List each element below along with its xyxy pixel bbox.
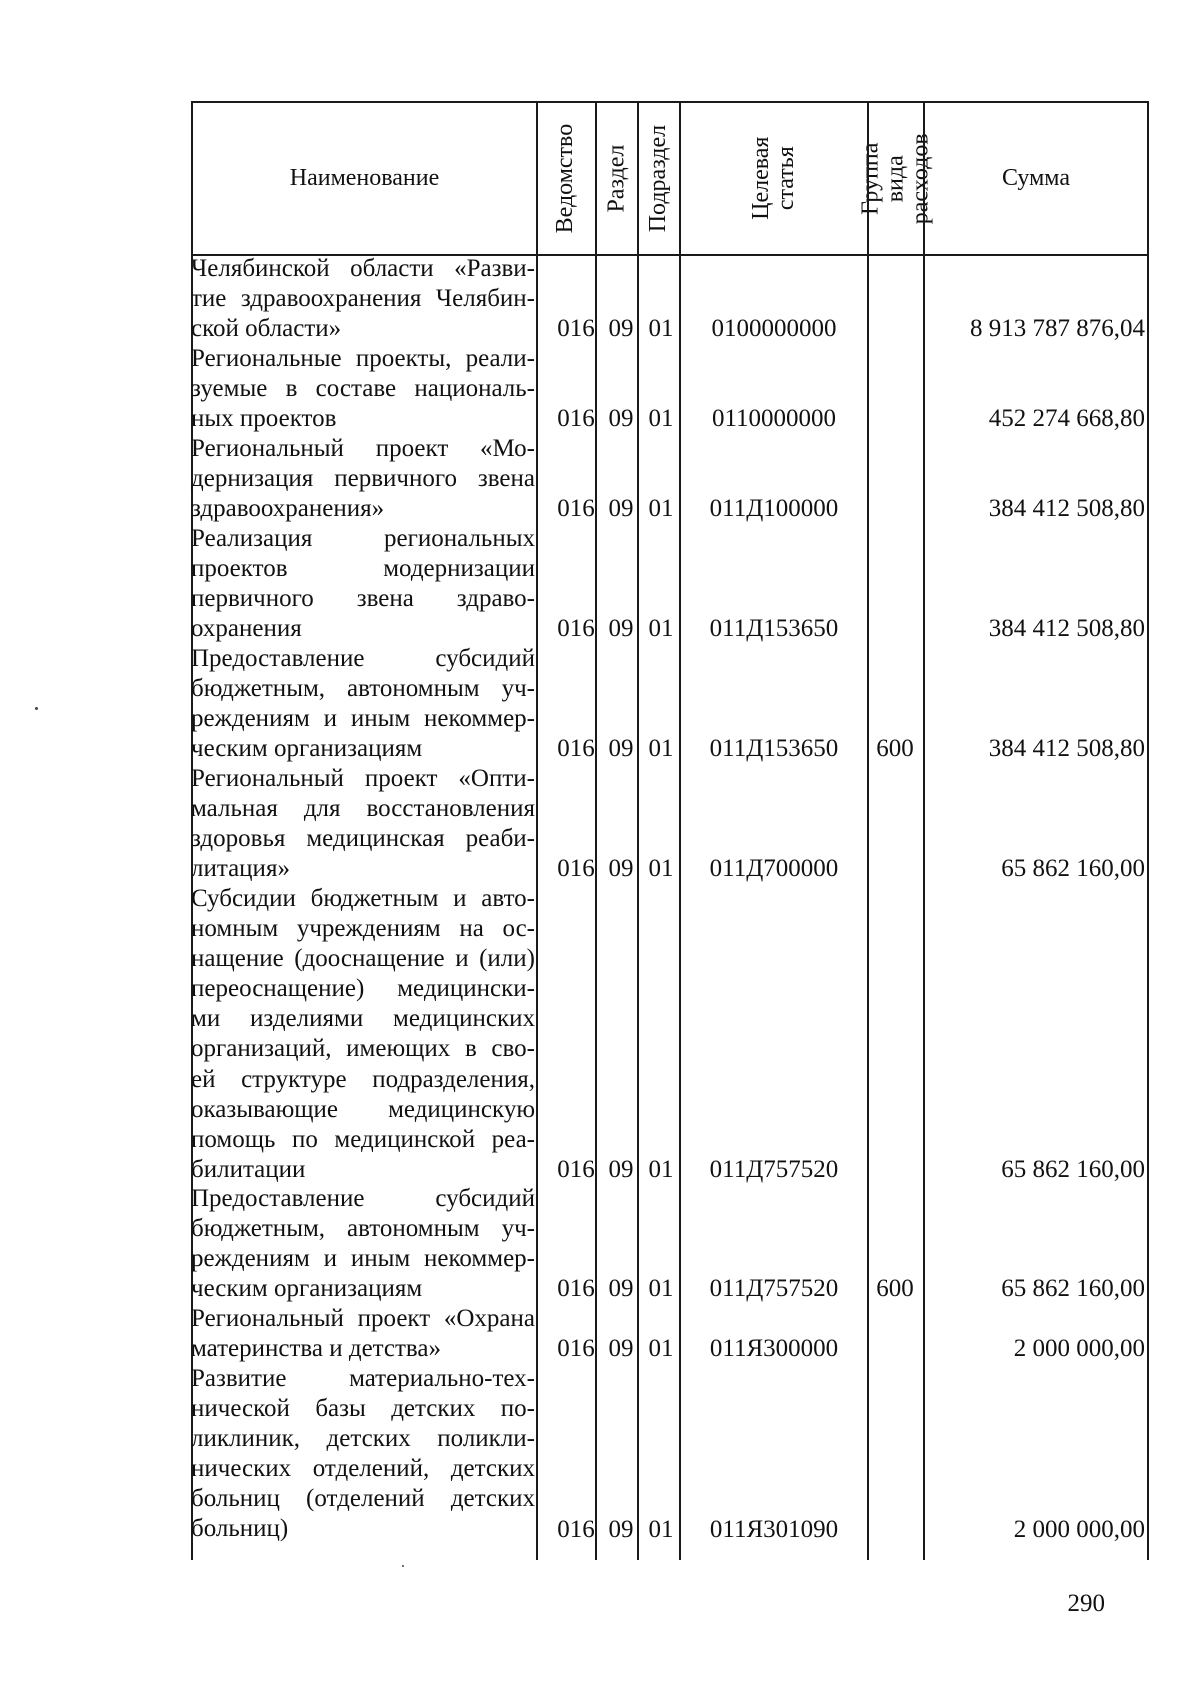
- row-name-line: переоснащение) медицински-: [191, 975, 535, 1003]
- row-name-line: здоровья медицинская реаби-: [191, 825, 535, 853]
- column-line: [536, 254, 538, 1560]
- header-divider: [923, 101, 925, 256]
- row-name-line: материнства и детства»: [191, 1335, 441, 1363]
- header-razdel: [597, 103, 637, 254]
- scan-speck: [35, 707, 38, 710]
- row-razdel: 09: [608, 495, 634, 523]
- header-gruppa-label: Группа вида расходов: [857, 133, 934, 224]
- header-razdel-label: Раздел: [603, 144, 630, 213]
- row-podrazdel: 01: [648, 495, 674, 523]
- row-name-line: ных проектов: [191, 405, 337, 433]
- row-summa: 2 000 000,00: [1013, 1335, 1145, 1363]
- row-razdel: 09: [608, 315, 634, 343]
- row-name-line: ей структуре подразделения,: [191, 1065, 535, 1093]
- row-vedomstvo: 016: [557, 495, 595, 523]
- scan-speck: [402, 1565, 404, 1567]
- column-line: [595, 254, 597, 1560]
- row-celevaya: 011Д153650: [709, 735, 839, 763]
- header-divider: [595, 101, 597, 256]
- row-summa: 384 412 508,80: [988, 615, 1145, 643]
- column-line: [679, 254, 681, 1560]
- row-razdel: 09: [608, 1155, 634, 1183]
- row-name: [191, 884, 535, 1185]
- row-vedomstvo: 016: [557, 315, 595, 343]
- row-podrazdel: 01: [648, 405, 674, 433]
- row-summa: 65 862 160,00: [1001, 1155, 1145, 1183]
- header-gruppa: [857, 103, 934, 254]
- row-name-line: номным учреждениям на ос-: [191, 915, 535, 943]
- row-razdel: 09: [608, 405, 634, 433]
- row-razdel: 09: [608, 855, 634, 883]
- row-vedomstvo: 016: [557, 615, 595, 643]
- row-name-line: мальная для восстановления: [191, 795, 535, 823]
- row-name-line: оказывающие медицинскую: [191, 1095, 535, 1123]
- row-name-line: нической базы детских по-: [191, 1395, 535, 1423]
- header-celevaya: [681, 103, 867, 254]
- row-name-line: организаций, имеющих в сво-: [191, 1035, 535, 1063]
- row-razdel: 09: [608, 1275, 634, 1303]
- row-name-line: литация»: [191, 855, 290, 883]
- row-name: [191, 344, 535, 434]
- row-vedomstvo: 016: [557, 405, 595, 433]
- header-divider: [679, 101, 681, 256]
- row-razdel: 09: [608, 1515, 634, 1543]
- row-podrazdel: 01: [648, 1275, 674, 1303]
- row-name-line: Региональный проект «Опти-: [191, 765, 535, 792]
- row-name-line: ми изделиями медицинских: [191, 1005, 535, 1033]
- row-name-line: нических отделений, детских: [191, 1455, 535, 1483]
- row-name-line: билитации: [191, 1155, 306, 1183]
- row-celevaya: 011Д700000: [709, 855, 839, 883]
- row-celevaya: 011Д757520: [709, 1275, 839, 1303]
- row-summa: 65 862 160,00: [1001, 855, 1145, 883]
- column-line: [1147, 254, 1149, 1560]
- row-gruppa: 600: [876, 1275, 914, 1303]
- row-name-line: Региональный проект «Мо-: [191, 435, 535, 462]
- row-name-line: охранения: [191, 615, 302, 643]
- row-vedomstvo: 016: [557, 1515, 595, 1543]
- header-summa: Сумма: [1002, 164, 1070, 191]
- row-gruppa: 600: [876, 735, 914, 763]
- row-name: [191, 1304, 535, 1364]
- row-name-line: Реализация региональных: [191, 525, 535, 552]
- row-razdel: 09: [608, 615, 634, 643]
- row-name-line: ческим организациям: [191, 1275, 423, 1303]
- row-razdel: 09: [608, 735, 634, 763]
- row-vedomstvo: 016: [557, 1155, 595, 1183]
- row-name-line: Челябинской области «Разви-: [191, 255, 535, 282]
- row-name: [191, 644, 535, 764]
- row-name: [191, 254, 535, 344]
- row-summa: 8 913 787 876,04: [970, 315, 1145, 343]
- row-name-line: зуемые в составе националь-: [191, 375, 535, 403]
- row-summa: 384 412 508,80: [988, 735, 1145, 763]
- row-name-line: Предоставление субсидий: [191, 1185, 535, 1212]
- header-vedomstvo: [537, 103, 595, 254]
- row-podrazdel: 01: [648, 735, 674, 763]
- row-name-line: реждениям и иным некоммер-: [191, 1245, 535, 1273]
- row-vedomstvo: 016: [557, 735, 595, 763]
- header-vedomstvo-label: Ведомство: [552, 123, 579, 234]
- row-podrazdel: 01: [648, 1155, 674, 1183]
- row-summa: 2 000 000,00: [1013, 1515, 1145, 1543]
- row-summa: 65 862 160,00: [1001, 1275, 1145, 1303]
- header-name: Наименование: [289, 164, 440, 191]
- row-name-line: Предоставление субсидий: [191, 645, 535, 672]
- row-celevaya: 011Я300000: [709, 1335, 839, 1363]
- row-podrazdel: 01: [648, 855, 674, 883]
- row-celevaya: 011Я301090: [709, 1515, 839, 1543]
- row-summa: 452 274 668,80: [988, 405, 1145, 433]
- row-vedomstvo: 016: [557, 1335, 595, 1363]
- row-name-line: нащение (дооснащение и (или): [191, 945, 535, 973]
- row-name: [191, 1184, 535, 1304]
- row-name-line: бюджетным, автономным уч-: [191, 675, 535, 703]
- header-podrazdel-label: Подраздел: [645, 124, 672, 233]
- row-celevaya: 0100000000: [711, 315, 837, 343]
- row-name-line: тие здравоохранения Челябин-: [191, 285, 535, 313]
- row-name-line: больниц (отделений детских: [191, 1485, 535, 1513]
- row-podrazdel: 01: [648, 615, 674, 643]
- row-name-line: Субсидии бюджетным и авто-: [191, 885, 535, 912]
- row-name-line: бюджетным, автономным уч-: [191, 1215, 535, 1243]
- row-celevaya: 011Д757520: [709, 1155, 839, 1183]
- header-podrazdel: [639, 103, 679, 254]
- row-summa: 384 412 508,80: [988, 495, 1145, 523]
- row-name-line: дернизация первичного звена: [191, 465, 535, 493]
- row-celevaya: 011Д153650: [709, 615, 839, 643]
- column-line: [923, 254, 925, 1560]
- row-name: [191, 434, 535, 524]
- row-name-line: проектов модернизации: [191, 555, 535, 583]
- row-name-line: ческим организациям: [191, 735, 423, 763]
- row-name-line: ской области»: [191, 315, 342, 343]
- page-number: 290: [1067, 1590, 1105, 1617]
- row-celevaya: 011Д100000: [709, 495, 839, 523]
- row-name: [191, 1364, 535, 1545]
- row-name-line: здравоохранения»: [191, 495, 385, 523]
- header-divider: [536, 101, 538, 256]
- header-divider: [637, 101, 639, 256]
- row-name-line: реждениям и иным некоммер-: [191, 705, 535, 733]
- row-name-line: ликлиник, детских поликли-: [191, 1425, 535, 1453]
- row-name: [191, 524, 535, 644]
- row-celevaya: 0110000000: [711, 405, 837, 433]
- row-name-line: больниц): [191, 1515, 289, 1543]
- row-razdel: 09: [608, 1335, 634, 1363]
- row-podrazdel: 01: [648, 315, 674, 343]
- header-divider: [867, 101, 869, 256]
- column-line: [637, 254, 639, 1560]
- row-name-line: Региональный проект «Охрана: [191, 1305, 535, 1332]
- row-podrazdel: 01: [648, 1515, 674, 1543]
- row-vedomstvo: 016: [557, 855, 595, 883]
- row-podrazdel: 01: [648, 1335, 674, 1363]
- row-name: [191, 764, 535, 884]
- row-name-line: помощь по медицинской реа-: [191, 1125, 535, 1153]
- row-name-line: Развитие материально-тех-: [191, 1365, 535, 1392]
- row-name-line: первичного звена здраво-: [191, 585, 535, 613]
- header-celevaya-label: Целевая статья: [747, 136, 799, 221]
- row-vedomstvo: 016: [557, 1275, 595, 1303]
- column-line: [867, 254, 869, 1560]
- row-name-line: Региональные проекты, реали-: [191, 345, 535, 372]
